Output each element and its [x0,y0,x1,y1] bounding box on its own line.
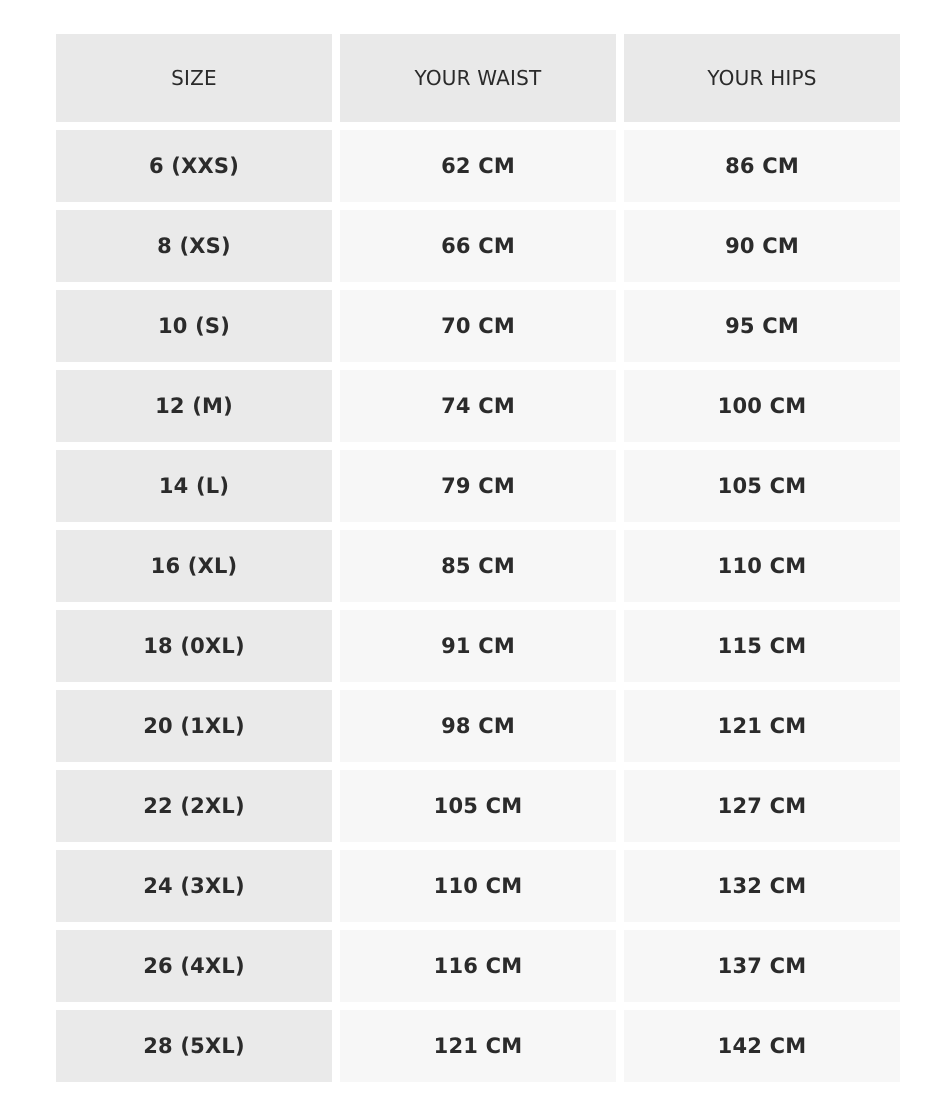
table-row [56,690,900,762]
size-chart-header [56,34,900,122]
waist-cell: 105 CM [340,770,616,842]
waist-cell: 116 CM [340,930,616,1002]
waist-cell: 121 CM [340,1010,616,1082]
waist-cell: 85 CM [340,530,616,602]
waist-cell: 110 CM [340,850,616,922]
table-row [56,930,900,1002]
table-row [56,290,900,362]
size-cell: 20 (1XL) [56,690,332,762]
header-your-waist: YOUR WAIST [340,34,616,122]
hips-cell: 110 CM [624,530,900,602]
table-row [56,450,900,522]
waist-cell: 66 CM [340,210,616,282]
size-cell: 18 (0XL) [56,610,332,682]
header-row [56,34,900,122]
waist-cell: 98 CM [340,690,616,762]
size-cell: 6 (XXS) [56,130,332,202]
size-cell: 28 (5XL) [56,1010,332,1082]
table-row [56,1010,900,1082]
table-row [56,370,900,442]
hips-cell: 86 CM [624,130,900,202]
hips-cell: 115 CM [624,610,900,682]
size-cell: 10 (S) [56,290,332,362]
size-cell: 8 (XS) [56,210,332,282]
size-cell: 24 (3XL) [56,850,332,922]
size-cell: 16 (XL) [56,530,332,602]
table-row [56,850,900,922]
size-chart-table [48,26,908,1090]
hips-cell: 121 CM [624,690,900,762]
size-cell: 14 (L) [56,450,332,522]
header-size: SIZE [56,34,332,122]
table-row [56,210,900,282]
size-cell: 12 (M) [56,370,332,442]
hips-cell: 90 CM [624,210,900,282]
table-row [56,770,900,842]
hips-cell: 132 CM [624,850,900,922]
waist-cell: 62 CM [340,130,616,202]
size-cell: 22 (2XL) [56,770,332,842]
waist-cell: 91 CM [340,610,616,682]
size-chart-body [56,130,900,1082]
hips-cell: 100 CM [624,370,900,442]
waist-cell: 74 CM [340,370,616,442]
waist-cell: 70 CM [340,290,616,362]
hips-cell: 127 CM [624,770,900,842]
hips-cell: 137 CM [624,930,900,1002]
header-your-hips: YOUR HIPS [624,34,900,122]
table-row [56,610,900,682]
table-row [56,530,900,602]
hips-cell: 105 CM [624,450,900,522]
table-row [56,130,900,202]
hips-cell: 95 CM [624,290,900,362]
hips-cell: 142 CM [624,1010,900,1082]
waist-cell: 79 CM [340,450,616,522]
size-cell: 26 (4XL) [56,930,332,1002]
